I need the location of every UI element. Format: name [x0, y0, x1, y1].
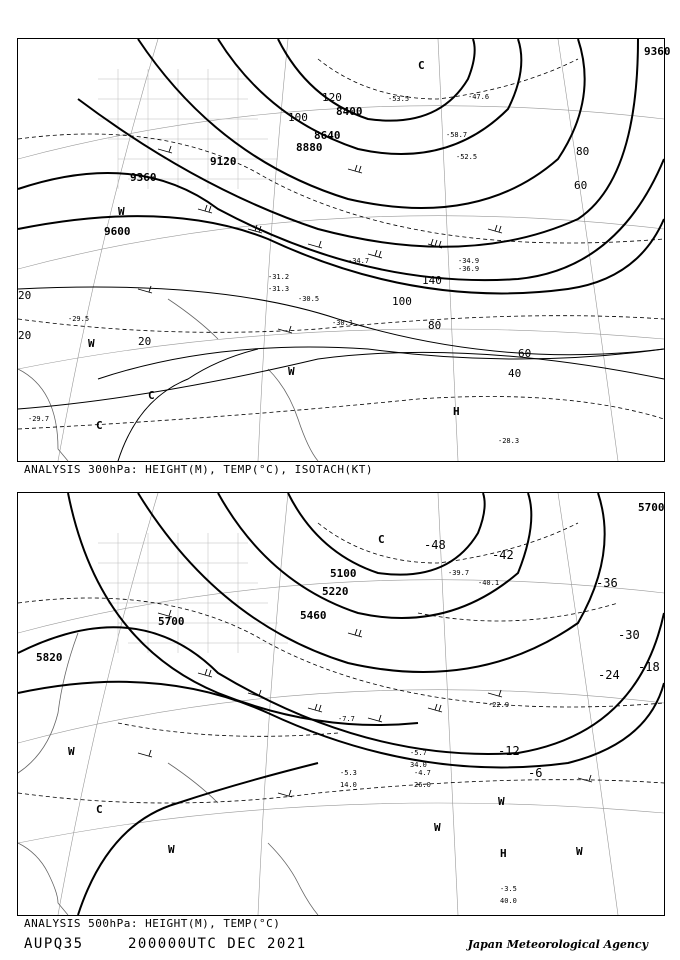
station-value: 40.0	[500, 897, 517, 905]
warm-center-marker: W	[168, 843, 175, 856]
isotherm-label: -6	[528, 766, 543, 780]
station-value: -5.7	[410, 749, 427, 757]
temperature-label: -53.5	[388, 95, 410, 103]
isotach-label: 60	[518, 347, 532, 360]
height-contour-label: 9360	[130, 171, 157, 184]
isotherm-label: -12	[498, 744, 520, 758]
temperature-label: -31.3	[268, 285, 290, 293]
hatching-area	[98, 69, 288, 189]
product-code: AUPQ35	[24, 936, 84, 952]
height-contour-label: 5100	[330, 567, 357, 580]
isotherm-contours	[18, 523, 664, 803]
isotach-label: 40	[508, 367, 522, 380]
isotach-label: 140	[422, 274, 442, 287]
height-contour-label: 5220	[322, 585, 349, 598]
height-contour-label: 8400	[336, 105, 363, 118]
map-300hpa-chart	[18, 39, 671, 461]
warm-center-marker: W	[68, 745, 75, 758]
caption-500hpa: ANALYSIS 500hPa: HEIGHT(M), TEMP(°C)	[24, 917, 281, 930]
warm-center-marker: W	[88, 337, 95, 350]
station-value: 26.0	[414, 781, 431, 789]
height-contour-label: 8640	[314, 129, 341, 142]
isotach-label: 20	[18, 329, 32, 342]
temperature-label: -47.6	[468, 93, 490, 101]
height-contour-label: 8880	[296, 141, 323, 154]
temperature-label: -52.5	[456, 153, 478, 161]
map-panel-500hpa	[17, 492, 665, 916]
high-center-marker: H	[500, 847, 507, 860]
height-contour-label: 9600	[104, 225, 131, 238]
isotach-label: 100	[288, 111, 308, 124]
warm-center-marker: W	[498, 795, 505, 808]
isotach-label: 80	[576, 145, 590, 158]
isotherm-label: -42	[492, 548, 514, 562]
warm-center-marker: W	[576, 845, 583, 858]
station-value: -39.7	[448, 569, 470, 577]
chart-footer	[24, 936, 664, 956]
isotach-label: 20	[18, 289, 32, 302]
station-value: -5.3	[340, 769, 357, 777]
temperature-label: -34.7	[348, 257, 370, 265]
station-value: -7.7	[338, 715, 355, 723]
isotherm-label: -48	[424, 538, 446, 552]
isotach-contours	[18, 287, 664, 461]
cold-center-marker: C	[148, 389, 155, 402]
height-contour-label: 5820	[36, 651, 63, 664]
height-contours	[18, 493, 664, 915]
map-panel-300hpa	[17, 38, 671, 462]
station-value: -40.1	[478, 579, 500, 587]
isotherm-label: -30	[618, 628, 640, 642]
wind-barbs	[138, 610, 592, 797]
height-contour-label: 9360	[644, 45, 671, 58]
map-500hpa-chart	[18, 493, 664, 915]
warm-center-marker: W	[288, 365, 295, 378]
temperature-label: -28.3	[498, 437, 520, 445]
isotherm-label: -36	[596, 576, 618, 590]
height-contour-label: 5700	[158, 615, 185, 628]
valid-time: 200000UTC DEC 2021	[128, 936, 307, 952]
cold-center-marker: C	[96, 803, 103, 816]
isotach-label: 120	[322, 91, 342, 104]
height-contour-label: 5460	[300, 609, 327, 622]
isotach-label: 100	[392, 295, 412, 308]
high-center-marker: H	[453, 405, 460, 418]
station-value: 34.0	[410, 761, 427, 769]
temperature-label: -30.1	[332, 319, 354, 327]
isotach-label: 80	[428, 319, 442, 332]
caption-300hpa: ANALYSIS 300hPa: HEIGHT(M), TEMP(°C), ISOTACH(KT)	[24, 463, 374, 476]
temperature-label: -58.7	[446, 131, 468, 139]
graticule	[18, 493, 664, 915]
temperature-label: -36.9	[458, 265, 480, 273]
station-value: -22.9	[488, 701, 510, 709]
isotherm-label: -24	[598, 668, 620, 682]
warm-center-marker: W	[118, 205, 125, 218]
cold-center-marker: C	[96, 419, 103, 432]
height-contours	[18, 39, 664, 293]
agency-name: Japan Meteorological Agency	[467, 938, 648, 951]
cold-center-marker: C	[378, 533, 385, 546]
temperature-label: -29.7	[28, 415, 50, 423]
coastline	[18, 299, 318, 461]
height-contour-label: 5700	[638, 501, 665, 514]
height-contour-label: 9120	[210, 155, 237, 168]
cold-center-marker: C	[418, 59, 425, 72]
temperature-label: -31.2	[268, 273, 290, 281]
temperature-label: -29.5	[68, 315, 90, 323]
isotach-label: 60	[574, 179, 588, 192]
isotherm-label: -18	[638, 660, 660, 674]
warm-center-marker: W	[434, 821, 441, 834]
station-value: 14.0	[340, 781, 357, 789]
station-value: -4.7	[414, 769, 431, 777]
map-labels-300hpa	[18, 45, 671, 445]
isotach-label: 20	[138, 335, 152, 348]
temperature-label: -34.9	[458, 257, 480, 265]
temperature-label: -30.5	[298, 295, 320, 303]
station-value: -3.5	[500, 885, 517, 893]
